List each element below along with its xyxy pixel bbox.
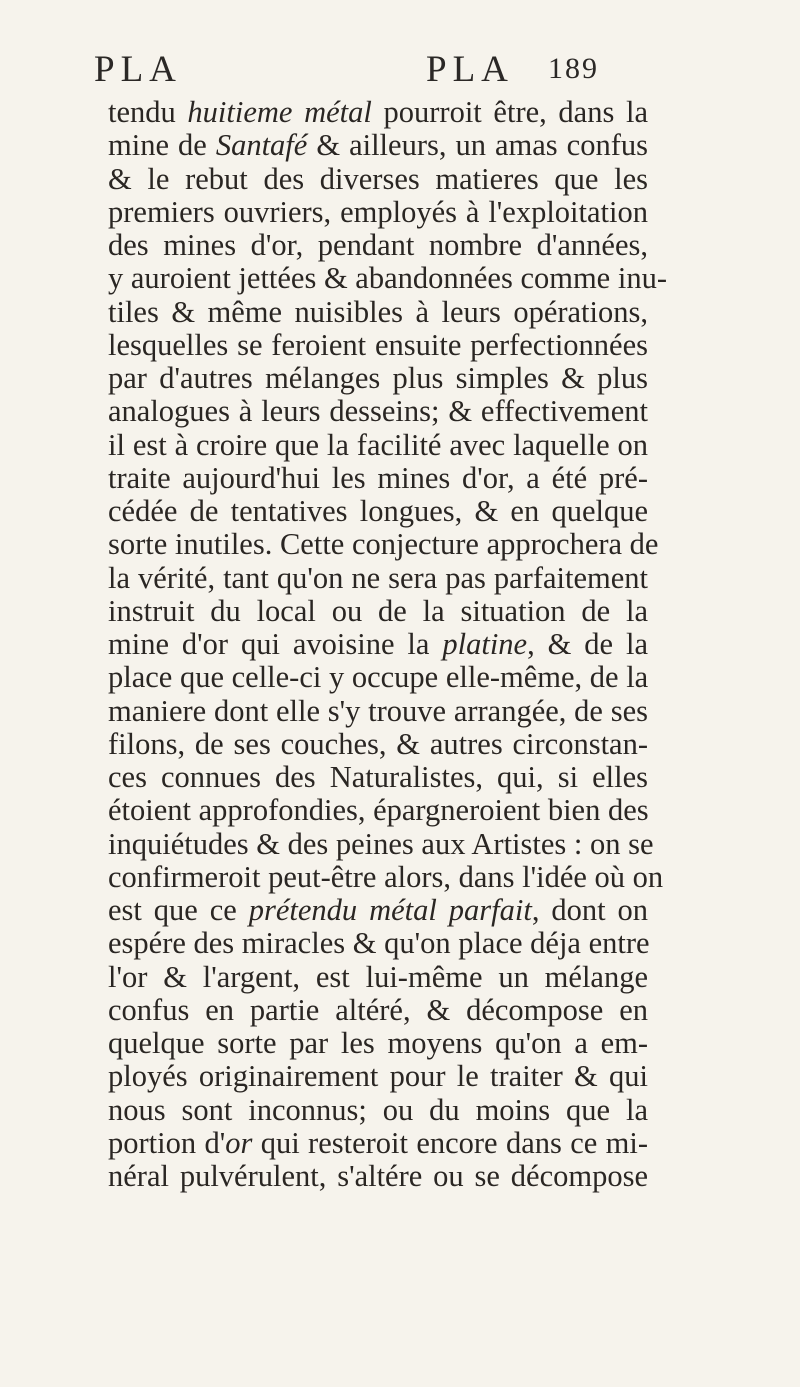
text-segment: il est à croire que la facilité avec laquelle on [108, 427, 648, 462]
text-segment: , dont on [531, 893, 648, 927]
text-line [108, 826, 654, 861]
text-line [108, 695, 648, 728]
text-segment: par d'autres mélanges plus simples & plus [108, 361, 648, 395]
text-segment: quelque sorte par les moyens qu'on a em- [108, 1026, 648, 1060]
text-segment: espére des miracles & qu'on place déja entre [108, 926, 650, 961]
text-line [108, 1127, 648, 1160]
text-line [108, 859, 664, 894]
text-segment: est que ce [108, 893, 249, 927]
text-line [108, 1027, 648, 1060]
text-segment: ployés originairement pour le traiter & qui [108, 1059, 648, 1094]
text-segment: prétendu métal parfait [248, 893, 532, 927]
page-number: 189 [548, 52, 599, 85]
text-segment: place que celle-ci y occupe elle-même, de la [108, 660, 649, 695]
text-segment: traite aujourd'hui les mines d'or, a été pré- [108, 460, 648, 495]
text-segment: & le rebut des diverses matieres que les [108, 161, 648, 196]
text-line [108, 261, 667, 296]
text-segment: platine [442, 627, 528, 661]
text-line [108, 794, 648, 827]
text-segment: premiers ouvriers, employés à l'exploitation [108, 194, 648, 229]
text-line [108, 462, 648, 495]
text-line [108, 562, 648, 595]
text-line [108, 1160, 648, 1193]
text-segment: pourroit être, dans la [371, 95, 648, 129]
header-left: PLA [94, 49, 182, 90]
text-segment: mine d'or qui avoisine la [108, 627, 443, 661]
text-line [108, 595, 648, 628]
text-line [108, 429, 648, 462]
text-segment: ces connues des Naturalistes, qui, si elles [108, 760, 648, 794]
text-line [108, 1094, 648, 1127]
text-segment: l'or & l'argent, est lui-même un mélange [108, 959, 648, 994]
text-segment: inquiétudes & des peines aux Artistes : on se [108, 826, 654, 861]
text-line [108, 661, 648, 694]
text-line [108, 1060, 648, 1093]
text-line [108, 495, 648, 528]
text-segment: néral pulvérulent, s'altére ou se décompose [108, 1159, 648, 1193]
text-segment: filons, de ses couches, & autres circonstan- [108, 726, 648, 761]
text-line [108, 329, 648, 362]
text-line [108, 628, 648, 661]
text-segment: y auroient jettées & abandonnées comme inu- [108, 261, 667, 296]
text-line [108, 527, 659, 562]
text-line [108, 229, 648, 262]
text-segment: Santafé [215, 128, 308, 163]
text-line [108, 163, 648, 196]
text-segment: mine de [108, 128, 216, 163]
text-segment: tendu [108, 95, 188, 129]
text-line [108, 761, 648, 794]
text-line [108, 994, 648, 1027]
text-line [108, 362, 648, 395]
text-segment: confus en partie altéré, & décompose en [108, 992, 648, 1027]
text-segment: la vérité, tant qu'on ne sera pas parfaitement [108, 560, 648, 595]
text-segment: & ailleurs, un amas confus [307, 128, 648, 163]
text-line [108, 296, 648, 329]
text-segment: sorte inutiles. Cette conjecture approchera de [108, 527, 659, 562]
text-line [108, 96, 648, 129]
text-segment: des mines d'or, pendant nombre d'années, [108, 228, 648, 262]
text-line [108, 961, 648, 994]
header-center: PLA [426, 49, 514, 90]
text-segment: qui resteroit encore dans ce mi- [252, 1125, 648, 1160]
text-segment: étoient approfondies, épargneroient bien des [108, 793, 649, 828]
text-segment: instruit du local ou de la situation de la [108, 593, 648, 628]
text-segment: or [225, 1125, 253, 1160]
text-segment: analogues à leurs desseins; & effectivement [108, 394, 648, 429]
text-segment: , & de la [527, 627, 649, 661]
text-segment: portion d' [108, 1125, 226, 1160]
running-header [94, 48, 756, 96]
text-segment: cédée de tentatives longues, & en quelque [108, 494, 648, 528]
text-segment: nous sont inconnus; ou du moins que la [108, 1092, 648, 1127]
body-text [108, 96, 756, 1193]
text-line [108, 927, 648, 960]
text-line [108, 129, 648, 162]
text-segment: maniere dont elle s'y trouve arrangée, de ses [108, 693, 648, 728]
text-segment: tiles & même nuisibles à leurs opérations, [108, 294, 648, 329]
text-segment: confirmeroit peut-être alors, dans l'idée où on [108, 859, 664, 894]
text-segment: huitieme métal [187, 95, 372, 129]
text-line [108, 894, 648, 927]
text-line [108, 196, 648, 229]
text-segment: lesquelles se feroient ensuite perfectionnées [108, 327, 648, 362]
text-line [108, 395, 648, 428]
text-line [108, 728, 648, 761]
